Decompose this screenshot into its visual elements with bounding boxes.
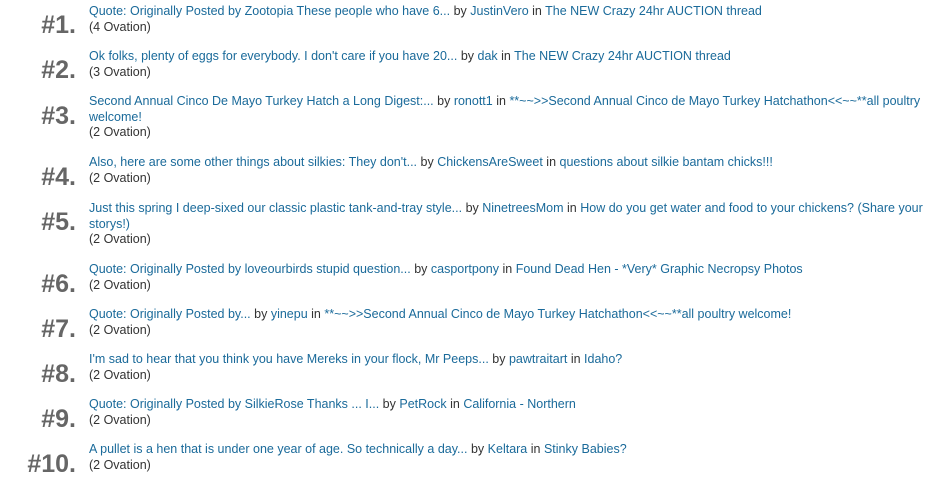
post-snippet-link[interactable]: Quote: Originally Posted by... xyxy=(89,307,251,321)
entry-body xyxy=(89,49,929,80)
entry-body xyxy=(89,262,929,293)
in-label: in xyxy=(496,94,506,108)
by-label: by xyxy=(254,307,268,321)
rank-number: #8. xyxy=(41,360,76,388)
author-link[interactable]: pawtraitart xyxy=(508,352,568,366)
entry-body xyxy=(89,201,929,248)
rank-number: #3. xyxy=(41,102,76,130)
thread-link[interactable]: **~~>>Second Annual Cinco de Mayo Turkey Hatchathon<<~~**all poultry welcome! xyxy=(89,94,921,124)
author-link[interactable]: yinepu xyxy=(270,307,308,321)
rank-number: #10. xyxy=(27,450,76,478)
by-label: by xyxy=(460,49,475,63)
entry-body xyxy=(89,94,929,141)
post-snippet-link[interactable]: I'm sad to hear that you think you have Mereks in your flock, Mr Peeps... xyxy=(89,352,489,366)
rank-number: #6. xyxy=(41,270,76,298)
thread-link[interactable]: **~~>>Second Annual Cinco de Mayo Turkey Hatchathon<<~~**all poultry welcome! xyxy=(324,307,792,321)
in-label: in xyxy=(530,442,541,456)
thread-link[interactable]: Idaho? xyxy=(584,352,623,366)
entry-body xyxy=(89,442,929,473)
author-link[interactable]: casportpony xyxy=(430,262,499,276)
rank-number: #2. xyxy=(41,56,76,84)
author-link[interactable]: JustinVero xyxy=(470,4,529,18)
author-link[interactable]: ChickensAreSweet xyxy=(437,155,543,169)
ovation-count: (2 Ovation) xyxy=(89,457,151,472)
ovation-count: (2 Ovation) xyxy=(89,277,151,292)
ovation-count: (2 Ovation) xyxy=(89,170,151,185)
in-label: in xyxy=(570,352,581,366)
by-label: by xyxy=(382,397,396,411)
by-label: by xyxy=(470,442,485,456)
thread-link[interactable]: Found Dead Hen - *Very* Graphic Necropsy Photos xyxy=(515,262,803,276)
in-label: in xyxy=(546,155,557,169)
ovation-count: (2 Ovation) xyxy=(89,322,151,337)
rank-number: #1. xyxy=(41,11,76,39)
ovation-count: (3 Ovation) xyxy=(89,64,151,79)
post-snippet-link[interactable]: A pullet is a hen that is under one year of age. So technically a day... xyxy=(89,442,468,456)
in-label: in xyxy=(567,201,577,215)
post-snippet-link[interactable]: Quote: Originally Posted by SilkieRose Thanks ... I... xyxy=(89,397,380,411)
author-link[interactable]: NinetreesMom xyxy=(482,201,564,215)
author-link[interactable]: dak xyxy=(477,49,498,63)
entry-body xyxy=(89,397,929,428)
rank-number: #5. xyxy=(41,208,76,236)
ovation-count: (2 Ovation) xyxy=(89,367,151,382)
by-label: by xyxy=(420,155,434,169)
by-label: by xyxy=(414,262,428,276)
thread-link[interactable]: How do you get water and food to your chickens? (Share your storys!) xyxy=(89,201,923,231)
entry-body xyxy=(89,307,929,338)
author-link[interactable]: Keltara xyxy=(487,442,528,456)
in-label: in xyxy=(502,262,513,276)
thread-link[interactable]: California - Northern xyxy=(463,397,576,411)
thread-link[interactable]: The NEW Crazy 24hr AUCTION thread xyxy=(545,4,762,18)
thread-link[interactable]: The NEW Crazy 24hr AUCTION thread xyxy=(514,49,731,63)
in-label: in xyxy=(532,4,542,18)
ovation-count: (4 Ovation) xyxy=(89,19,151,34)
post-snippet-link[interactable]: Second Annual Cinco De Mayo Turkey Hatch a Long Digest:... xyxy=(89,94,434,108)
rank-number: #9. xyxy=(41,405,76,433)
in-label: in xyxy=(501,49,511,63)
author-link[interactable]: ronott1 xyxy=(453,94,493,108)
post-snippet-link[interactable]: Quote: Originally Posted by Zootopia These people who have 6... xyxy=(89,4,451,18)
in-label: in xyxy=(311,307,321,321)
entry-body xyxy=(89,352,929,383)
ovation-count: (2 Ovation) xyxy=(89,125,151,139)
entry-body xyxy=(89,155,929,186)
rank-number: #4. xyxy=(41,163,76,191)
ovation-count: (2 Ovation) xyxy=(89,412,151,427)
post-snippet-link[interactable]: Also, here are some other things about silkies: They don't... xyxy=(89,155,418,169)
rank-number: #7. xyxy=(41,315,76,343)
by-label: by xyxy=(492,352,506,366)
thread-link[interactable]: questions about silkie bantam chicks!!! xyxy=(559,155,773,169)
post-snippet-link[interactable]: Just this spring I deep-sixed our classic plastic tank-and-tray style... xyxy=(89,201,463,215)
post-snippet-link[interactable]: Quote: Originally Posted by loveourbirds stupid question... xyxy=(89,262,411,276)
by-label: by xyxy=(453,4,467,18)
post-snippet-link[interactable]: Ok folks, plenty of eggs for everybody. I don't care if you have 20... xyxy=(89,49,458,63)
ovation-count: (2 Ovation) xyxy=(89,232,151,246)
entry-body xyxy=(89,4,929,35)
by-label: by xyxy=(465,201,479,215)
by-label: by xyxy=(437,94,451,108)
author-link[interactable]: PetRock xyxy=(399,397,447,411)
thread-link[interactable]: Stinky Babies? xyxy=(543,442,627,456)
in-label: in xyxy=(450,397,460,411)
